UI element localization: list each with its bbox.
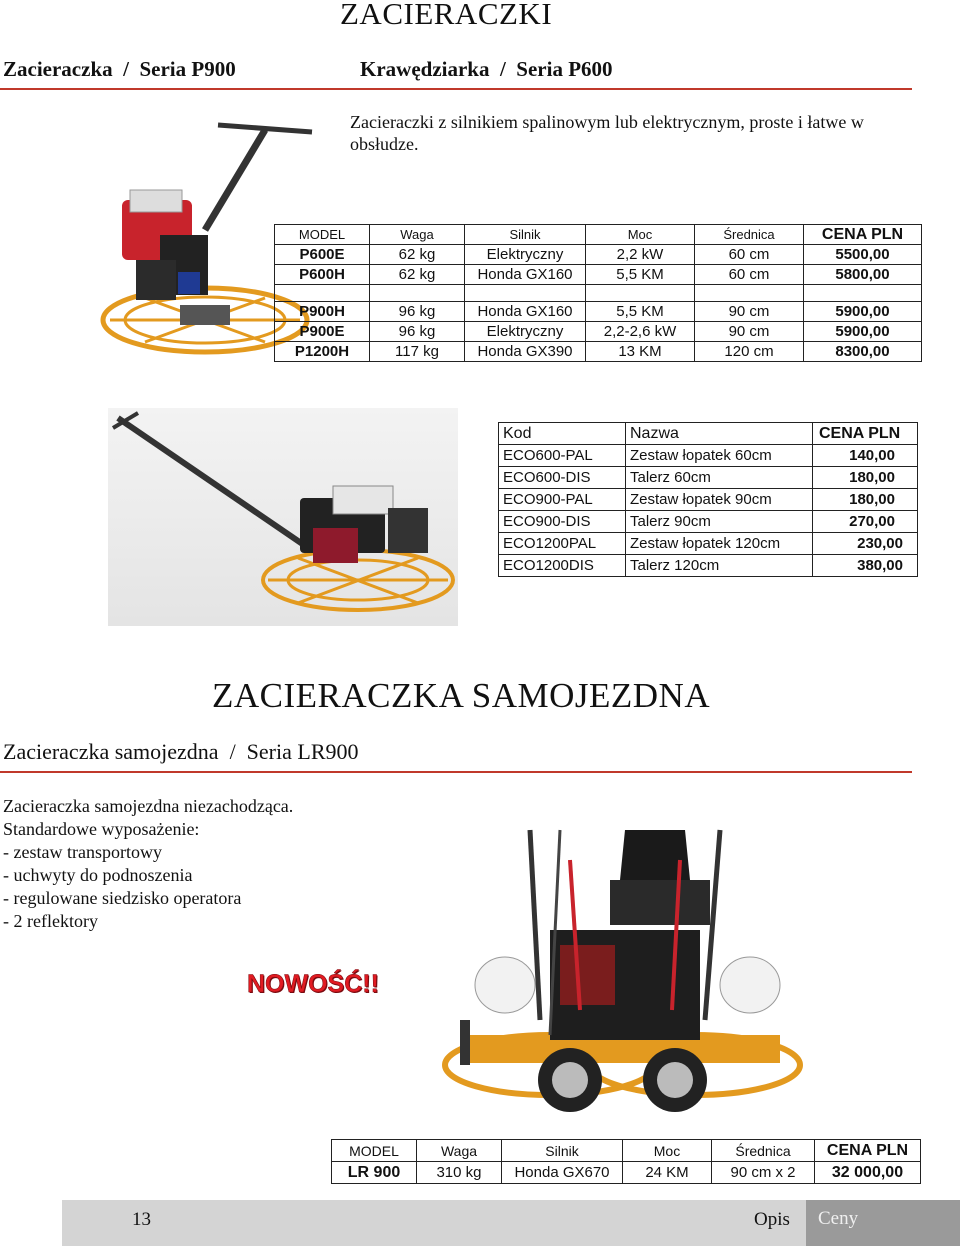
page-title: ZACIERACZKI <box>340 0 553 31</box>
description-line: - regulowane siedzisko operatora <box>3 888 242 908</box>
cell-moc: 24 KM <box>623 1162 712 1184</box>
section2-description <box>3 795 293 933</box>
table-row <box>499 489 918 511</box>
header-cena: CENA PLN <box>804 225 922 245</box>
header-cena: CENA PLN <box>815 1140 921 1162</box>
cell-waga: 117 kg <box>370 342 465 362</box>
cell-kod: ECO600-PAL <box>499 445 626 467</box>
cell-srednica: 60 cm <box>695 265 804 285</box>
cell-cena: 5500,00 <box>804 245 922 265</box>
cell-cena: 230,00 <box>813 533 918 555</box>
cell-nazwa: Zestaw łopatek 60cm <box>626 445 813 467</box>
footer-bar <box>62 1200 960 1246</box>
cell-moc: 2,2 kW <box>586 245 695 265</box>
header-model: MODEL <box>275 225 370 245</box>
cell-nazwa: Talerz 90cm <box>626 511 813 533</box>
cell-silnik: Elektryczny <box>465 245 586 265</box>
section1-divider <box>0 88 912 90</box>
table-header-row <box>275 225 922 245</box>
cell-nazwa: Zestaw łopatek 120cm <box>626 533 813 555</box>
header-kod: Kod <box>499 423 626 445</box>
cell-cena: 5800,00 <box>804 265 922 285</box>
cell-nazwa: Talerz 120cm <box>626 555 813 577</box>
table-header-row <box>332 1140 921 1162</box>
cell-waga: 62 kg <box>370 245 465 265</box>
description-line: Standardowe wyposażenie: <box>3 819 200 839</box>
table-row <box>275 322 922 342</box>
cell-model: P900H <box>275 302 370 322</box>
header-moc: Moc <box>623 1140 712 1162</box>
table-row <box>499 511 918 533</box>
header-model: MODEL <box>332 1140 417 1162</box>
header-waga: Waga <box>370 225 465 245</box>
image-power-trowel-honda <box>108 408 458 626</box>
description-line: - uchwyty do podnoszenia <box>3 865 193 885</box>
cell-silnik: Elektryczny <box>465 322 586 342</box>
cell-silnik: Honda GX160 <box>465 302 586 322</box>
cell-cena: 5900,00 <box>804 322 922 342</box>
table-header-row <box>499 423 918 445</box>
heading-zacieraczka-p900: Zacieraczka / Seria P900 <box>3 57 236 81</box>
cell-srednica: 90 cm <box>695 302 804 322</box>
table-row <box>499 555 918 577</box>
cell-srednica: 90 cm x 2 <box>712 1162 815 1184</box>
cell-waga: 96 kg <box>370 322 465 342</box>
cell-cena: 8300,00 <box>804 342 922 362</box>
cell-moc: 13 KM <box>586 342 695 362</box>
cell-kod: ECO1200DIS <box>499 555 626 577</box>
tab-ceny-label: Ceny <box>818 1208 859 1229</box>
cell-kod: ECO900-PAL <box>499 489 626 511</box>
header-nazwa: Nazwa <box>626 423 813 445</box>
cell-kod: ECO1200PAL <box>499 533 626 555</box>
section2-title: ZACIERACZKA SAMOJEZDNA <box>212 676 711 715</box>
table-row <box>275 245 922 265</box>
header-srednica: Średnica <box>712 1140 815 1162</box>
cell-cena: 32 000,00 <box>815 1162 921 1184</box>
header-silnik: Silnik <box>502 1140 623 1162</box>
cell-waga: 96 kg <box>370 302 465 322</box>
header-waga: Waga <box>417 1140 502 1162</box>
cell-moc: 5,5 KM <box>586 302 695 322</box>
heading-lr900: Zacieraczka samojezdna / Seria LR900 <box>3 739 359 764</box>
image-ride-on-trowel-lr900 <box>440 810 810 1130</box>
cell-model: P600E <box>275 245 370 265</box>
table-row <box>499 467 918 489</box>
cell-silnik: Honda GX670 <box>502 1162 623 1184</box>
cell-cena: 180,00 <box>813 467 918 489</box>
cell-model: LR 900 <box>332 1162 417 1184</box>
header-moc: Moc <box>586 225 695 245</box>
cell-nazwa: Zestaw łopatek 90cm <box>626 489 813 511</box>
new-badge: NOWOŚĆ!! <box>247 970 379 998</box>
table-row <box>499 533 918 555</box>
cell-model: P1200H <box>275 342 370 362</box>
header-srednica: Średnica <box>695 225 804 245</box>
heading-krawedziarka-p600: Krawędziarka / Seria P600 <box>360 57 613 81</box>
cell-silnik: Honda GX390 <box>465 342 586 362</box>
header-silnik: Silnik <box>465 225 586 245</box>
table-trowel-models <box>274 224 922 362</box>
page-number: 13 <box>132 1209 151 1230</box>
cell-srednica: 120 cm <box>695 342 804 362</box>
cell-moc: 2,2-2,6 kW <box>586 322 695 342</box>
table-row <box>275 342 922 362</box>
cell-srednica: 60 cm <box>695 245 804 265</box>
cell-waga: 62 kg <box>370 265 465 285</box>
table-row <box>275 302 922 322</box>
header-cena: CENA PLN <box>813 423 918 445</box>
tab-ceny[interactable] <box>806 1200 960 1246</box>
table-accessories <box>498 422 918 577</box>
cell-silnik: Honda GX160 <box>465 265 586 285</box>
cell-kod: ECO600-DIS <box>499 467 626 489</box>
cell-moc: 5,5 KM <box>586 265 695 285</box>
cell-cena: 140,00 <box>813 445 918 467</box>
cell-cena: 270,00 <box>813 511 918 533</box>
description-line: - 2 reflektory <box>3 911 98 931</box>
description-line: - zestaw transportowy <box>3 842 162 862</box>
description-line: Zacieraczka samojezdna niezachodząca. <box>3 796 294 816</box>
table-spacer-row <box>275 285 922 302</box>
table-row <box>275 265 922 285</box>
cell-srednica: 90 cm <box>695 322 804 342</box>
cell-kod: ECO900-DIS <box>499 511 626 533</box>
section2-divider <box>0 771 912 773</box>
cell-cena: 180,00 <box>813 489 918 511</box>
cell-cena: 380,00 <box>813 555 918 577</box>
section1-description: Zacieraczki z silnikiem spalinowym lub elektrycznym, proste i łatwe w obsłudze. <box>350 112 864 154</box>
cell-model: P600H <box>275 265 370 285</box>
cell-nazwa: Talerz 60cm <box>626 467 813 489</box>
cell-waga: 310 kg <box>417 1162 502 1184</box>
table-row <box>332 1162 921 1184</box>
table-lr900 <box>331 1139 921 1184</box>
table-row <box>499 445 918 467</box>
tab-opis[interactable]: Opis <box>754 1209 790 1230</box>
cell-model: P900E <box>275 322 370 342</box>
cell-cena: 5900,00 <box>804 302 922 322</box>
